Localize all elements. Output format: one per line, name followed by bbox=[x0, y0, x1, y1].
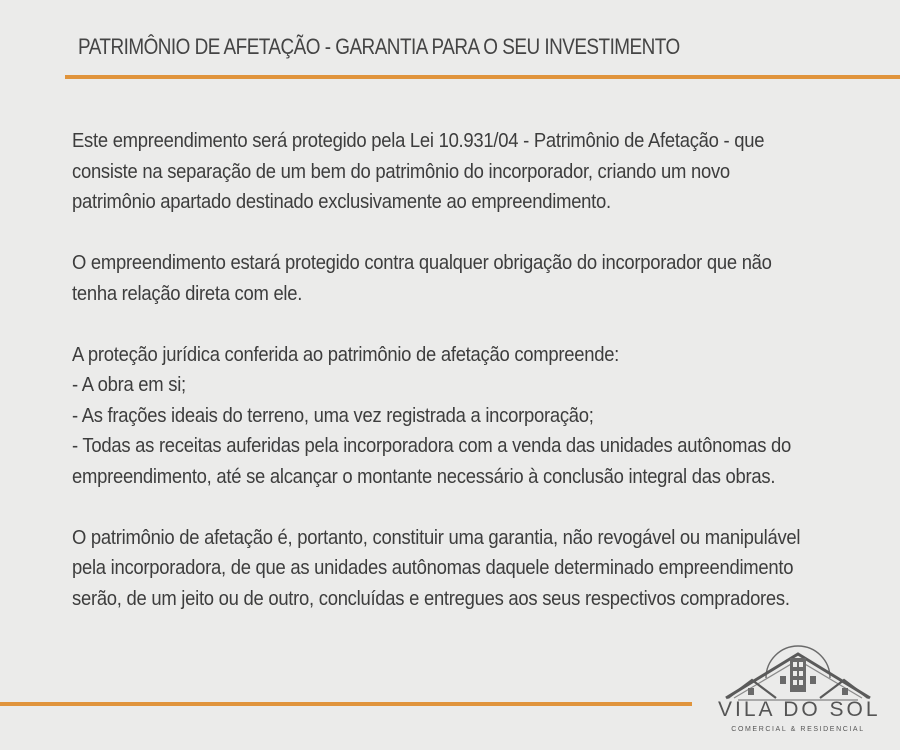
document-body bbox=[72, 126, 872, 645]
house-roof-icon bbox=[718, 640, 878, 702]
text-line: serão, de um jeito ou de outro, concluídas e entregues aos seus respectivos compradores. bbox=[72, 586, 790, 610]
footer-divider bbox=[0, 702, 692, 706]
list-item: - Todas as receitas auferidas pela incorporadora com a venda das unidades autônomas do bbox=[72, 434, 792, 457]
list-item: - As frações ideais do terreno, uma vez registrada a incorporação; bbox=[72, 403, 594, 427]
text-line: empreendimento, até se alcançar o montante necessário à conclusão integral das obras. bbox=[72, 464, 776, 488]
logo-tagline: COMERCIAL & RESIDENCIAL bbox=[731, 726, 865, 733]
logo-name: VILA DO SOL bbox=[718, 698, 881, 721]
text-line: O patrimônio de afetação é, portanto, constituir uma garantia, não revogável ou manipulável bbox=[72, 525, 801, 549]
paragraph-conclusion bbox=[72, 523, 872, 615]
paragraph-law bbox=[72, 126, 872, 218]
text-line: pela incorporadora, de que as unidades autônomas daquele determinado empreendimento bbox=[72, 556, 794, 579]
text-line: tenha relação direta com ele. bbox=[72, 281, 303, 305]
text-line: A proteção jurídica conferida ao patrimônio de afetação compreende: bbox=[72, 342, 620, 366]
vila-do-sol-logo bbox=[718, 640, 881, 750]
text-line: O empreendimento estará protegido contra qualquer obrigação do incorporador que não bbox=[72, 251, 772, 274]
text-line: Este empreendimento será protegido pela Lei 10.931/04 - Patrimônio de Afetação - que bbox=[72, 129, 765, 152]
page-title: PATRIMÔNIO DE AFETAÇÃO - GARANTIA PARA O SEU INVESTIMENTO bbox=[78, 34, 680, 59]
list-item: - A obra em si; bbox=[72, 373, 186, 396]
paragraph-protection bbox=[72, 248, 872, 309]
header-divider bbox=[65, 75, 900, 79]
text-line: consiste na separação de um bem do patrimônio do incorporador, criando um novo bbox=[72, 159, 730, 183]
text-line: patrimônio apartado destinado exclusivamente ao empreendimento. bbox=[72, 190, 611, 213]
paragraph-scope-list bbox=[72, 340, 872, 493]
